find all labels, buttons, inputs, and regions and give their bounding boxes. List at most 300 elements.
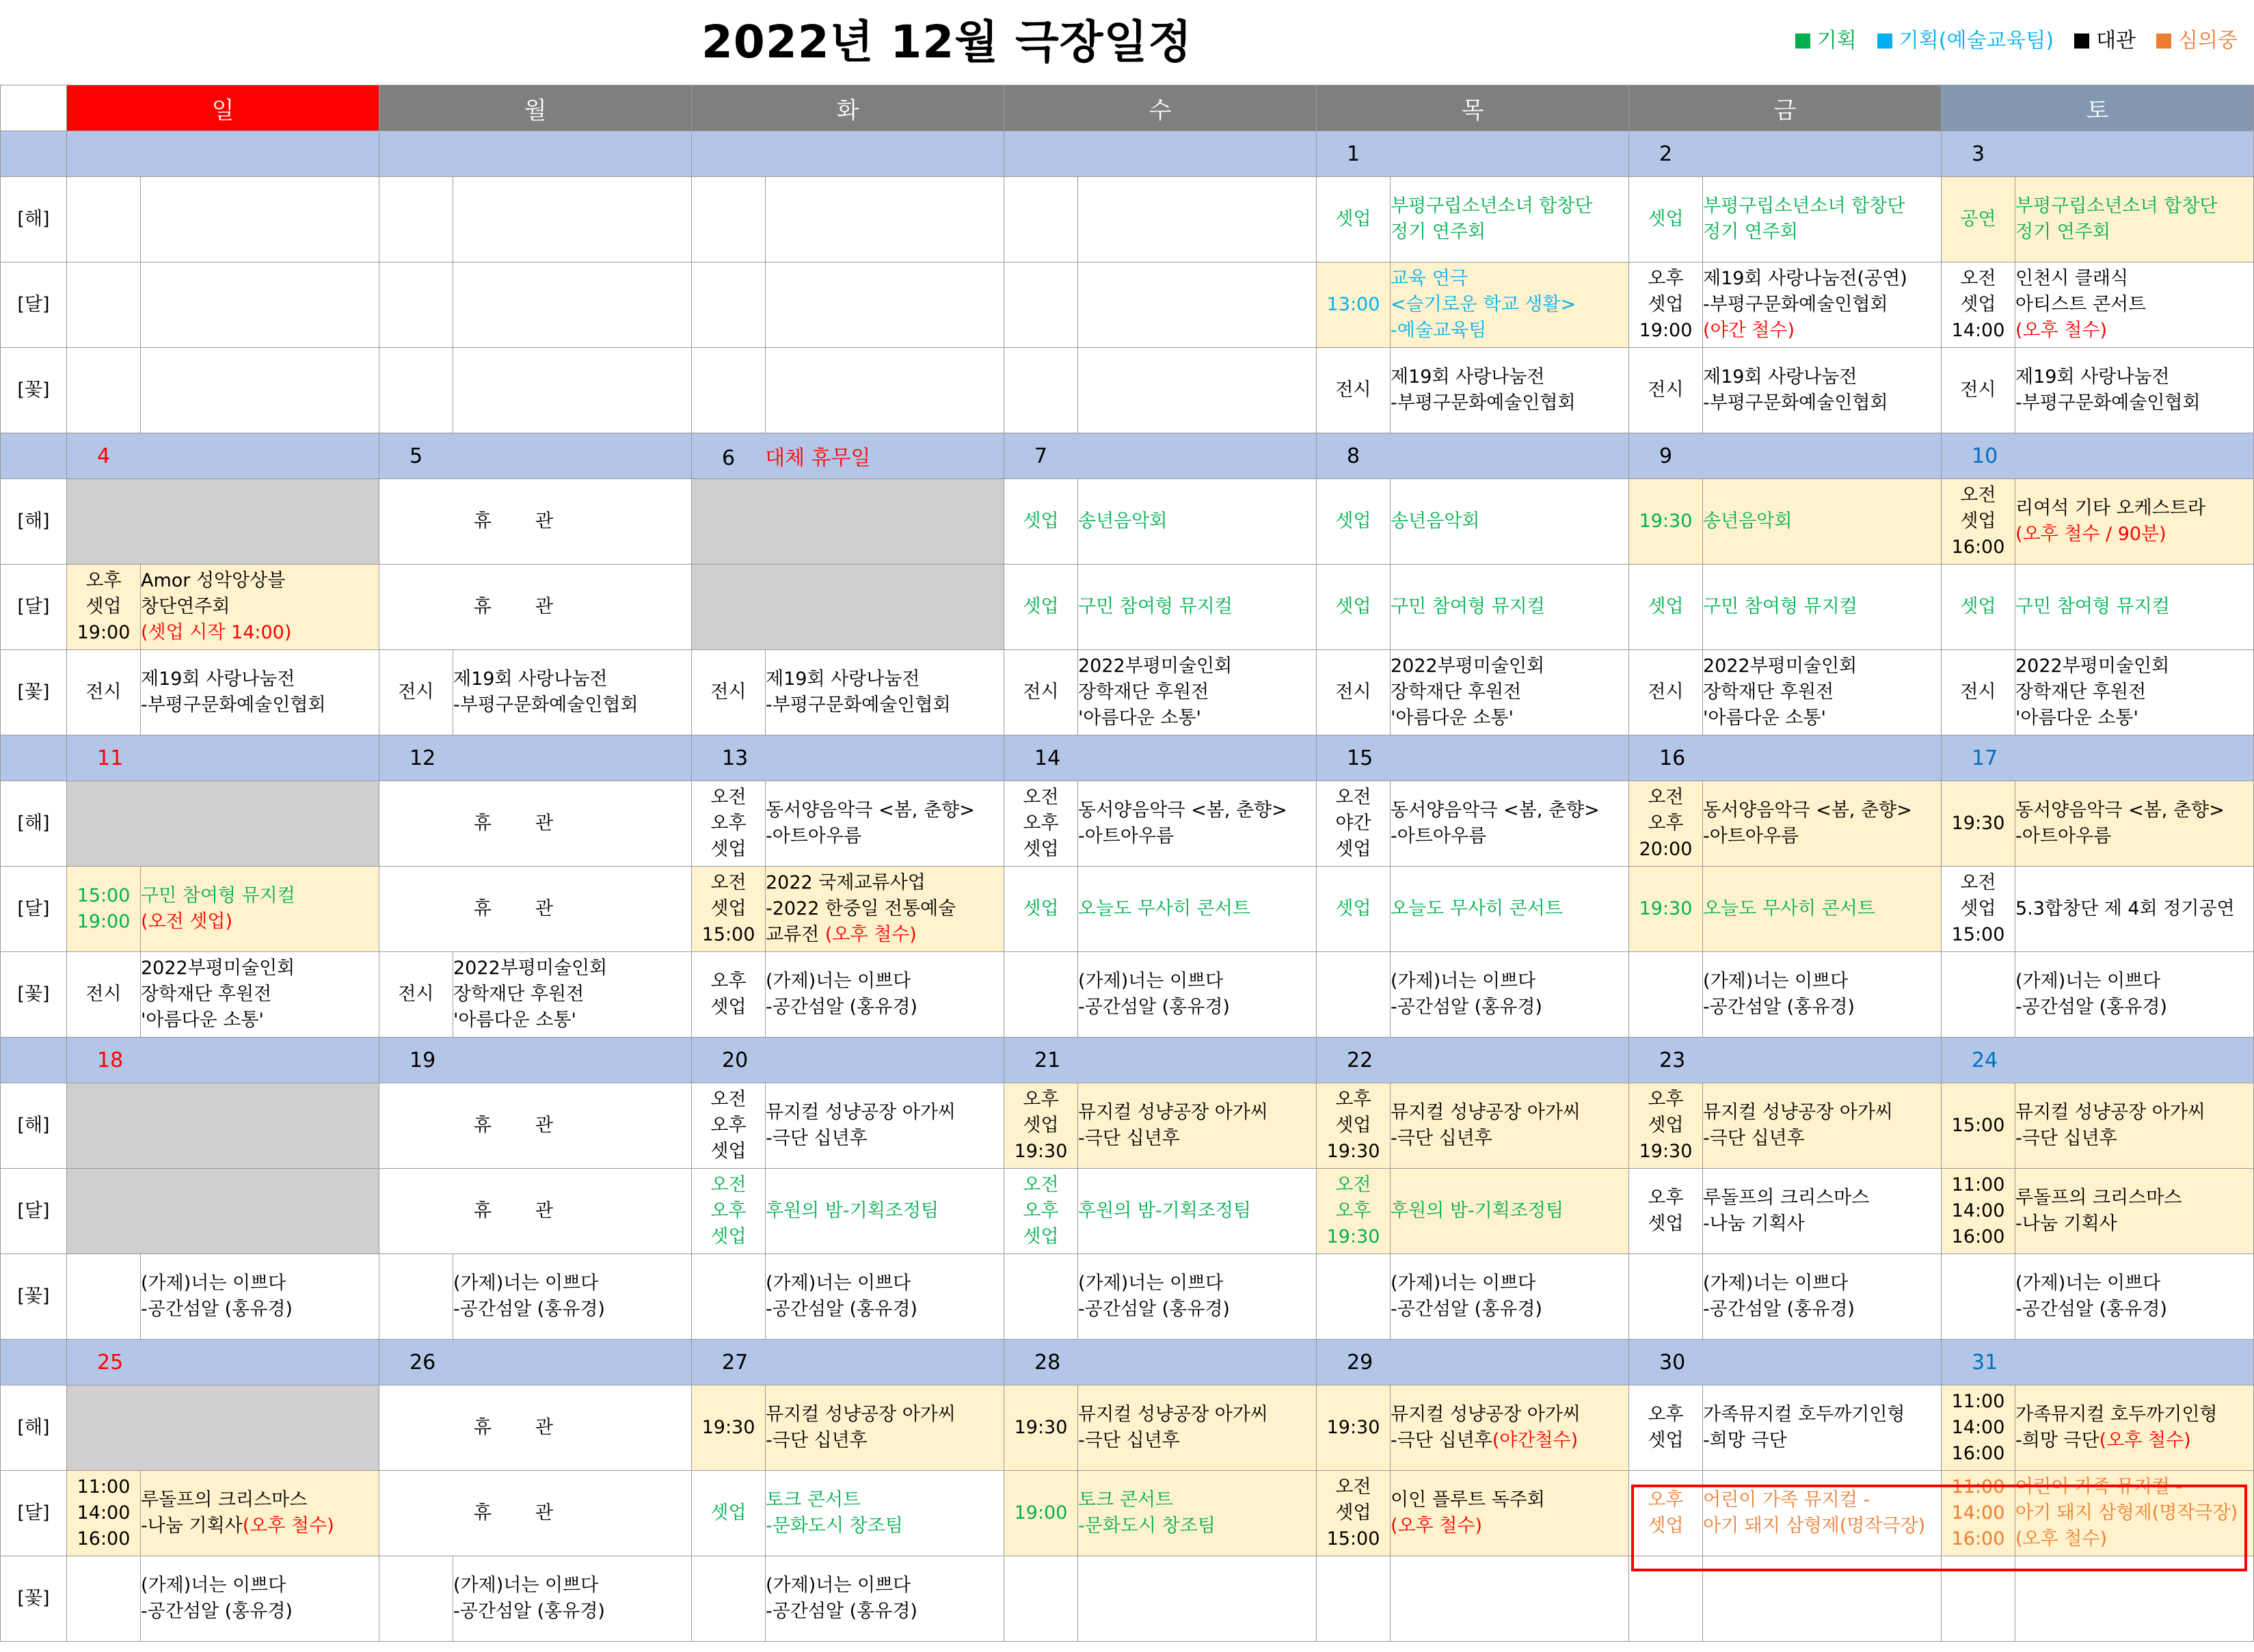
event-note: (오후 철수) [1391, 1515, 1482, 1536]
event-note: (오후 철수) [2015, 320, 2107, 341]
event-text: 동서양음악극 <봄, 춘향> -아트아우름 [1078, 800, 1287, 847]
event-desc [141, 1254, 379, 1340]
closed-cell: 휴관 [379, 479, 692, 565]
event-note: (오전 셋업) [141, 911, 232, 932]
event-time: 오전 오후 셋업 [692, 781, 766, 867]
date-cell [1629, 131, 1942, 177]
event-text: 제19회 사랑나눔전 -부평구문화예술인협회 [766, 668, 951, 716]
hall-row [1, 781, 2254, 867]
event-time: 오전 셋업 15:00 [1317, 1471, 1391, 1556]
event-desc [1391, 1471, 1629, 1556]
legend-item [1795, 27, 1857, 55]
hall-row [1, 565, 2254, 650]
event-time: 셋업 [1317, 565, 1391, 650]
weekday-5: 금 [1629, 85, 1942, 131]
event-time: 오전 오후 19:30 [1317, 1169, 1391, 1254]
event-time: 11:00 14:00 16:00 [1942, 1169, 2015, 1254]
event-desc [766, 867, 1004, 952]
event-text: (가제)너는 이쁘다 -공간섬알 (홍유경) [141, 1273, 293, 1320]
weekday-6: 토 [1942, 85, 2254, 131]
unavailable-cell [67, 479, 379, 565]
legend-swatch-icon [2156, 33, 2171, 49]
event-desc [2015, 262, 2254, 348]
event-text: 동서양음악극 <봄, 춘향> -아트아우름 [1703, 800, 1912, 847]
event-text: 후원의 밤-기획조정팀 [1078, 1200, 1252, 1221]
event-time [67, 1254, 141, 1340]
legend-swatch-icon [1877, 33, 1892, 49]
date-row [1, 1038, 2254, 1083]
event-desc [1703, 781, 1942, 867]
event-time: 오전 셋업 15:00 [1942, 867, 2015, 952]
date-cell [1942, 131, 2254, 177]
date-cell [379, 735, 692, 781]
event-time: 전시 [67, 952, 141, 1038]
event-desc [2015, 1169, 2254, 1254]
event-text: 어린이 가족 뮤지컬 - 아기 돼지 삼형제(명작극장) [1703, 1489, 1926, 1536]
event-note: (오후 철수) [2099, 1430, 2191, 1451]
event-text: 2022부평미술인회 장학재단 후원전 '아름다운 소통' [453, 958, 608, 1031]
event-desc [766, 1385, 1004, 1471]
event-note: (야간 철수) [1703, 320, 1795, 341]
event-time: 15:00 19:00 [67, 867, 141, 952]
event-desc [1078, 1169, 1317, 1254]
event-time: 오후 셋업 [1629, 1169, 1703, 1254]
date-cell [67, 1038, 379, 1083]
date-cell [1629, 1038, 1942, 1083]
date-number: 24 [1972, 1048, 1998, 1072]
hall-row [1, 1385, 2254, 1471]
hall-label: [해] [1, 781, 67, 867]
date-cell [1004, 1340, 1317, 1385]
event-text: 가족뮤지컬 호두까기인형 -희망 극단 [2015, 1404, 2218, 1451]
hall-label: [해] [1, 177, 67, 262]
hall-label: [해] [1, 1385, 67, 1471]
event-desc [1078, 1471, 1317, 1556]
event-text: (가제)너는 이쁘다 -공간섬알 (홍유경) [1078, 971, 1230, 1018]
event-text: 구민 참여형 뮤지컬 [1078, 596, 1233, 617]
date-cell [379, 1038, 692, 1083]
event-time: 오전 셋업 16:00 [1942, 479, 2015, 565]
page-title: 2022년 12월 극장일정 [701, 16, 1193, 68]
hall-row [1, 952, 2254, 1038]
empty-desc-cell [141, 262, 379, 348]
header-corner [1, 85, 67, 131]
event-desc [1391, 479, 1629, 565]
event-text: 동서양음악극 <봄, 춘향> -아트아우름 [2015, 800, 2225, 847]
event-text: 송년음악회 [1078, 511, 1168, 532]
event-time [67, 1556, 141, 1642]
event-desc [2015, 177, 2254, 262]
unavailable-cell [67, 1083, 379, 1169]
event-text: 제19회 사랑나눔전 -부평구문화예술인협회 [1703, 366, 1888, 414]
event-desc [1391, 1254, 1629, 1340]
event-note: (오후 철수) [242, 1515, 334, 1536]
event-desc [1078, 1385, 1317, 1471]
event-text: (가제)너는 이쁘다 -공간섬알 (홍유경) [2015, 971, 2167, 1018]
date-row [1, 735, 2254, 781]
event-text: 뮤지컬 성냥공장 아가씨 -극단 십년후 [1703, 1102, 1893, 1149]
event-desc [766, 1254, 1004, 1340]
event-time: 오후 셋업 19:30 [1317, 1083, 1391, 1169]
hall-label: [달] [1, 867, 67, 952]
empty-time-cell [692, 348, 766, 433]
event-desc [2015, 867, 2254, 952]
date-number: 4 [97, 444, 111, 468]
event-time: 오후 셋업 19:30 [1004, 1083, 1078, 1169]
empty-time-cell [1004, 177, 1078, 262]
event-desc [1703, 1083, 1942, 1169]
event-time: 셋업 [1629, 177, 1703, 262]
empty-time-cell [1004, 262, 1078, 348]
event-time: 셋업 [1004, 479, 1078, 565]
event-desc [1703, 952, 1942, 1038]
event-text: 교육 연극 <슬기로운 학교 생활> -예술교육팀 [1391, 268, 1577, 341]
event-desc [2015, 952, 2254, 1038]
event-time: 공연 [1942, 177, 2015, 262]
event-time: 셋업 [1004, 565, 1078, 650]
hall-label: [꽃] [1, 650, 67, 735]
hall-row [1, 262, 2254, 348]
event-time [1317, 952, 1391, 1038]
date-number: 13 [722, 746, 749, 770]
legend-label: 심의중 [2178, 29, 2238, 53]
event-time: 셋업 [1942, 565, 2015, 650]
event-text: 제19회 사랑나눔전(공연) -부평구문화예술인협회 [1703, 268, 1907, 315]
event-time: 오전 오후 셋업 [692, 1083, 766, 1169]
event-text: (가제)너는 이쁘다 -공간섬알 (홍유경) [1703, 971, 1855, 1018]
date-number: 31 [1972, 1350, 1998, 1375]
date-cell [1317, 1038, 1629, 1083]
event-desc [1391, 781, 1629, 867]
event-text: 2022 국제교류사업 -2022 한중일 전통예술 교류전 [766, 872, 956, 945]
empty-time-cell [379, 177, 453, 262]
hall-row [1, 1254, 2254, 1340]
event-text: 제19회 사랑나눔전 -부평구문화예술인협회 [141, 668, 326, 716]
event-desc [141, 952, 379, 1038]
empty-time-cell [1629, 1556, 1703, 1642]
event-time: 전시 [1629, 348, 1703, 433]
hall-row [1, 1556, 2254, 1642]
empty-desc-cell [1078, 262, 1317, 348]
empty-time-cell [67, 177, 141, 262]
hall-label: [달] [1, 1169, 67, 1254]
date-number: 11 [97, 746, 124, 770]
event-text: 뮤지컬 성냥공장 아가씨 -극단 십년후 [766, 1102, 956, 1149]
empty-desc-cell [766, 348, 1004, 433]
event-desc [1703, 262, 1942, 348]
event-time: 오전 오후 20:00 [1629, 781, 1703, 867]
date-number [692, 142, 722, 166]
event-desc [1391, 348, 1629, 433]
event-text: (가제)너는 이쁘다 -공간섬알 (홍유경) [453, 1273, 605, 1320]
date-number: 15 [1347, 746, 1373, 770]
event-text: 뮤지컬 성냥공장 아가씨 -극단 십년후 [766, 1404, 956, 1451]
weekday-4: 목 [1317, 85, 1629, 131]
event-time: 전시 [1317, 348, 1391, 433]
event-time [1004, 1254, 1078, 1340]
date-row-corner [1, 433, 67, 479]
calendar-table [0, 85, 2254, 1642]
date-number: 18 [97, 1048, 124, 1072]
date-number: 9 [1659, 444, 1673, 468]
hall-label: [달] [1, 565, 67, 650]
date-cell [1942, 1038, 2254, 1083]
date-cell [1317, 131, 1629, 177]
legend-item [1877, 27, 2054, 55]
date-number [1004, 142, 1034, 166]
date-row-corner [1, 1038, 67, 1083]
date-number: 2 [1659, 141, 1673, 166]
event-desc [2015, 1083, 2254, 1169]
event-desc [1703, 348, 1942, 433]
event-time [692, 1254, 766, 1340]
event-text: 토크 콘서트 -문화도시 창조팀 [766, 1489, 903, 1536]
empty-desc-cell [766, 177, 1004, 262]
event-time: 오전 셋업 15:00 [692, 867, 766, 952]
date-row [1, 131, 2254, 177]
empty-desc-cell [1078, 348, 1317, 433]
hall-label: [해] [1, 479, 67, 565]
event-desc [1391, 1169, 1629, 1254]
event-time: 오전 오후 셋업 [1004, 1169, 1078, 1254]
event-desc [141, 565, 379, 650]
closed-cell: 휴관 [379, 565, 692, 650]
unavailable-cell [67, 1385, 379, 1471]
event-time: 오전 야간 셋업 [1317, 781, 1391, 867]
legend [1795, 27, 2238, 55]
event-desc [2015, 565, 2254, 650]
event-time: 19:30 [1629, 867, 1703, 952]
event-desc [2015, 1471, 2254, 1556]
event-note: (야간철수) [1492, 1430, 1579, 1451]
weekday-0: 일 [67, 85, 379, 131]
date-cell [1004, 131, 1317, 177]
event-text: 가족뮤지컬 호두까기인형 -희망 극단 [1703, 1404, 1905, 1451]
event-time [1317, 1254, 1391, 1340]
event-time: 오후 셋업 [1629, 1471, 1703, 1556]
event-desc [1078, 650, 1317, 735]
closed-cell: 휴관 [379, 1471, 692, 1556]
event-text: 제19회 사랑나눔전 -부평구문화예술인협회 [453, 668, 639, 716]
event-desc [1703, 867, 1942, 952]
hall-label: [꽃] [1, 348, 67, 433]
legend-label: 기획 [1816, 29, 1857, 53]
event-desc [453, 952, 692, 1038]
empty-time-cell [67, 348, 141, 433]
weekday-1: 월 [379, 85, 692, 131]
date-number [379, 142, 410, 166]
event-text: 구민 참여형 뮤지컬 [1703, 596, 1857, 617]
event-text: 송년음악회 [1391, 511, 1480, 532]
date-cell [1629, 1340, 1942, 1385]
date-cell [1004, 735, 1317, 781]
event-desc [1391, 1385, 1629, 1471]
date-cell [379, 131, 692, 177]
event-desc [2015, 650, 2254, 735]
event-desc [2015, 781, 2254, 867]
date-number: 30 [1659, 1350, 1686, 1375]
date-number: 10 [1972, 444, 1998, 468]
hall-row [1, 479, 2254, 565]
event-text: 동서양음악극 <봄, 춘향> -아트아우름 [766, 800, 975, 847]
date-cell [1317, 1340, 1629, 1385]
event-text: 구민 참여형 뮤지컬 [141, 885, 295, 906]
legend-label: 대관 [2096, 29, 2136, 53]
event-time: 13:00 [1317, 262, 1391, 348]
holiday-label: 대체 휴무일 [765, 446, 871, 470]
event-text: Amor 성악앙상블 창단연주회 [141, 570, 286, 617]
empty-desc-cell [2015, 1556, 2254, 1642]
event-text: 오늘도 무사히 콘서트 [1703, 898, 1875, 919]
event-text: (가제)너는 이쁘다 -공간섬알 (홍유경) [1078, 1273, 1230, 1320]
event-time: 셋업 [1629, 565, 1703, 650]
date-number: 8 [1347, 444, 1360, 468]
event-time [1629, 952, 1703, 1038]
event-time [379, 1254, 453, 1340]
event-time: 11:00 14:00 16:00 [67, 1471, 141, 1556]
event-time: 19:30 [1942, 781, 2015, 867]
date-cell [1317, 735, 1629, 781]
empty-time-cell [692, 177, 766, 262]
event-desc [2015, 1254, 2254, 1340]
event-text: 구민 참여형 뮤지컬 [1391, 596, 1545, 617]
event-text: 2022부평미술인회 장학재단 후원전 '아름다운 소통' [1391, 655, 1545, 729]
unavailable-cell [692, 565, 1004, 650]
date-number: 1 [1347, 141, 1360, 166]
event-desc [453, 1556, 692, 1642]
event-time [1942, 1254, 2015, 1340]
event-desc [1703, 1471, 1942, 1556]
event-note: (오후 철수 / 90분) [2015, 524, 2166, 545]
legend-item [2156, 27, 2238, 55]
weekday-3: 수 [1004, 85, 1317, 131]
empty-desc-cell [453, 177, 692, 262]
event-time: 오전 오후 셋업 [692, 1169, 766, 1254]
event-time: 셋업 [1004, 867, 1078, 952]
event-desc [1391, 867, 1629, 952]
date-cell [692, 1340, 1004, 1385]
date-number: 26 [410, 1350, 436, 1375]
empty-time-cell [1942, 1556, 2015, 1642]
event-time: 전시 [1942, 348, 2015, 433]
event-desc [141, 1556, 379, 1642]
event-time: 19:30 [1004, 1385, 1078, 1471]
date-cell [1317, 433, 1629, 479]
hall-label: [꽃] [1, 952, 67, 1038]
event-text: 2022부평미술인회 장학재단 후원전 '아름다운 소통' [1078, 655, 1233, 729]
hall-row [1, 1169, 2254, 1254]
event-text: 루돌프의 크리스마스 -나눔 기획사 [141, 1489, 308, 1536]
event-text: 인천시 클래식 아티스트 콘서트 [2015, 268, 2147, 315]
event-desc [1078, 479, 1317, 565]
date-number: 6 [722, 446, 736, 470]
event-desc [1391, 952, 1629, 1038]
date-cell [1629, 433, 1942, 479]
event-time: 셋업 [692, 1471, 766, 1556]
event-note: (오후 철수) [819, 924, 917, 945]
event-desc [141, 867, 379, 952]
closed-cell: 휴관 [379, 1083, 692, 1169]
date-cell [67, 735, 379, 781]
event-text: 후원의 밤-기획조정팀 [1391, 1200, 1564, 1221]
event-desc [1391, 262, 1629, 348]
event-text: 루돌프의 크리스마스 -나눔 기획사 [1703, 1187, 1870, 1234]
date-number [67, 142, 97, 166]
event-desc [1703, 1254, 1942, 1340]
event-text: 뮤지컬 성냥공장 아가씨 -극단 십년후 [1391, 1102, 1581, 1149]
event-time: 전시 [67, 650, 141, 735]
event-desc [453, 1254, 692, 1340]
event-desc [1078, 565, 1317, 650]
event-time: 오전 오후 셋업 [1004, 781, 1078, 867]
event-desc [1703, 1385, 1942, 1471]
date-number: 22 [1347, 1048, 1373, 1072]
event-desc [1703, 650, 1942, 735]
date-number: 5 [410, 444, 423, 468]
date-cell [1004, 1038, 1317, 1083]
event-time: 셋업 [1317, 177, 1391, 262]
event-text: 어린이 가족 뮤지컬 - 아기 돼지 삼형제(명작극장) (오후 철수) [2015, 1476, 2238, 1549]
hall-label: [달] [1, 1471, 67, 1556]
date-number: 16 [1659, 746, 1686, 770]
event-desc [1078, 952, 1317, 1038]
event-text: 리여석 기타 오케스트라 [2015, 498, 2205, 519]
date-cell [1629, 735, 1942, 781]
empty-desc-cell [141, 177, 379, 262]
event-desc [1703, 565, 1942, 650]
event-time: 11:00 14:00 16:00 [1942, 1385, 2015, 1471]
event-text: 제19회 사랑나눔전 -부평구문화예술인협회 [2015, 366, 2201, 414]
closed-cell: 휴관 [379, 1169, 692, 1254]
date-row [1, 433, 2254, 479]
event-time: 19:30 [692, 1385, 766, 1471]
event-time: 오후 셋업 19:00 [67, 565, 141, 650]
date-number: 25 [97, 1350, 124, 1375]
empty-desc-cell [1078, 177, 1317, 262]
event-time: 오전 셋업 14:00 [1942, 262, 2015, 348]
event-text: 부평구립소년소녀 합창단 정기 연주회 [1703, 195, 1905, 243]
event-desc [1391, 650, 1629, 735]
empty-desc-cell [453, 262, 692, 348]
title-row [0, 0, 2254, 85]
empty-desc-cell [1391, 1556, 1629, 1642]
event-text: (가제)너는 이쁘다 -공간섬알 (홍유경) [1391, 971, 1542, 1018]
event-desc [1703, 177, 1942, 262]
date-cell [692, 735, 1004, 781]
empty-time-cell [67, 262, 141, 348]
event-text: 구민 참여형 뮤지컬 [2015, 596, 2170, 617]
event-time: 전시 [1004, 650, 1078, 735]
event-text: 동서양음악극 <봄, 춘향> -아트아우름 [1391, 800, 1600, 847]
date-cell [1004, 433, 1317, 479]
hall-row [1, 1083, 2254, 1169]
date-number: 23 [1659, 1048, 1686, 1072]
hall-label: [꽃] [1, 1254, 67, 1340]
event-text: 루돌프의 크리스마스 -나눔 기획사 [2015, 1187, 2182, 1234]
date-cell [379, 433, 692, 479]
closed-cell: 휴관 [379, 781, 692, 867]
legend-item [2074, 27, 2136, 55]
empty-time-cell [1317, 1556, 1391, 1642]
empty-time-cell [379, 348, 453, 433]
event-time: 15:00 [1942, 1083, 2015, 1169]
unavailable-cell [692, 479, 1004, 565]
event-time: 셋업 [1317, 479, 1391, 565]
empty-desc-cell [1703, 1556, 1942, 1642]
event-desc [766, 1471, 1004, 1556]
event-time: 전시 [1942, 650, 2015, 735]
event-text: 5.3합창단 제 4회 정기공연 [2015, 898, 2235, 919]
